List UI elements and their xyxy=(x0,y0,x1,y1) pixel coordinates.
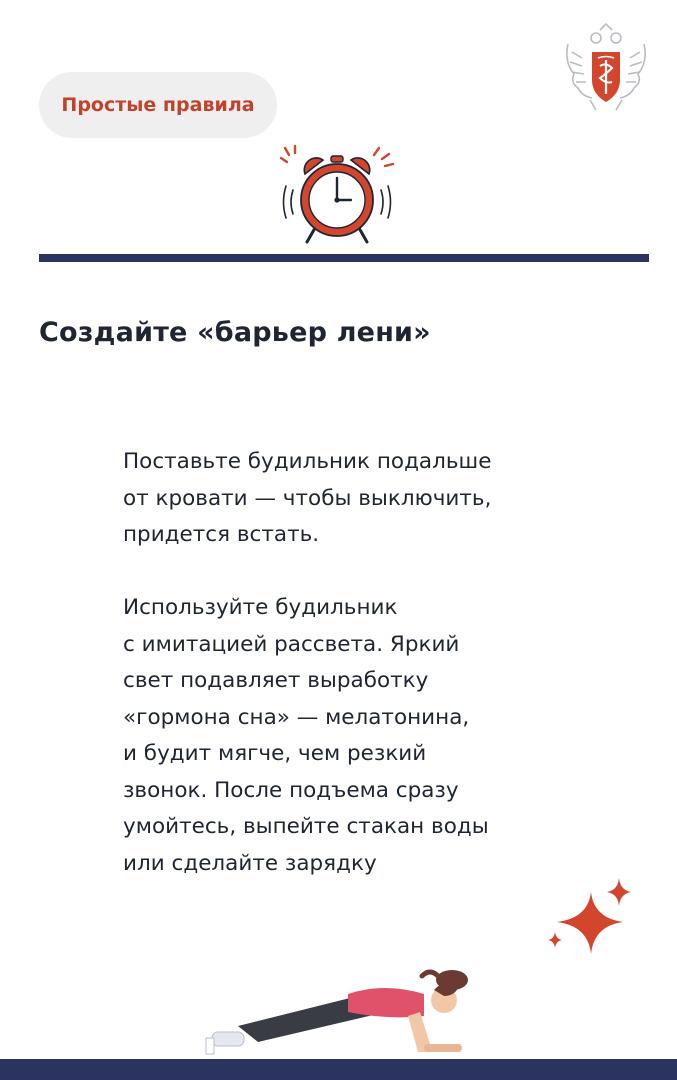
alarm-clock-icon xyxy=(275,138,400,250)
paragraph-dawn-alarm xyxy=(123,590,583,882)
header-divider xyxy=(39,254,649,262)
text-line: Используйте будильник xyxy=(123,595,398,620)
text-line: Поставьте будильник подальше xyxy=(123,449,492,474)
text-line: «гормона сна» — мелатонина, xyxy=(123,704,470,730)
text-line: с имитацией рассвета. Яркий xyxy=(123,631,460,657)
coat-of-arms-icon xyxy=(560,22,652,114)
paragraph-alarm-placement xyxy=(123,444,583,554)
text-line: придется встать. xyxy=(123,522,320,547)
footer-bar xyxy=(0,1059,677,1080)
text-line: умойтесь, выпейте стакан воды xyxy=(123,814,489,839)
text-line: или сделайте зарядку xyxy=(123,850,377,876)
page-title: Создайте «барьер лени» xyxy=(39,317,431,348)
sparkle-icon xyxy=(545,878,635,958)
text-line: от кровати — чтобы выключить, xyxy=(123,485,492,511)
text-line: звонок. После подъема сразу xyxy=(123,777,459,803)
section-tag: Простые правила xyxy=(39,72,277,138)
text-line: и будит мягче, чем резкий xyxy=(123,741,427,766)
plank-exercise-illustration xyxy=(198,960,498,1065)
text-line: свет подавляет выработку xyxy=(123,668,429,693)
